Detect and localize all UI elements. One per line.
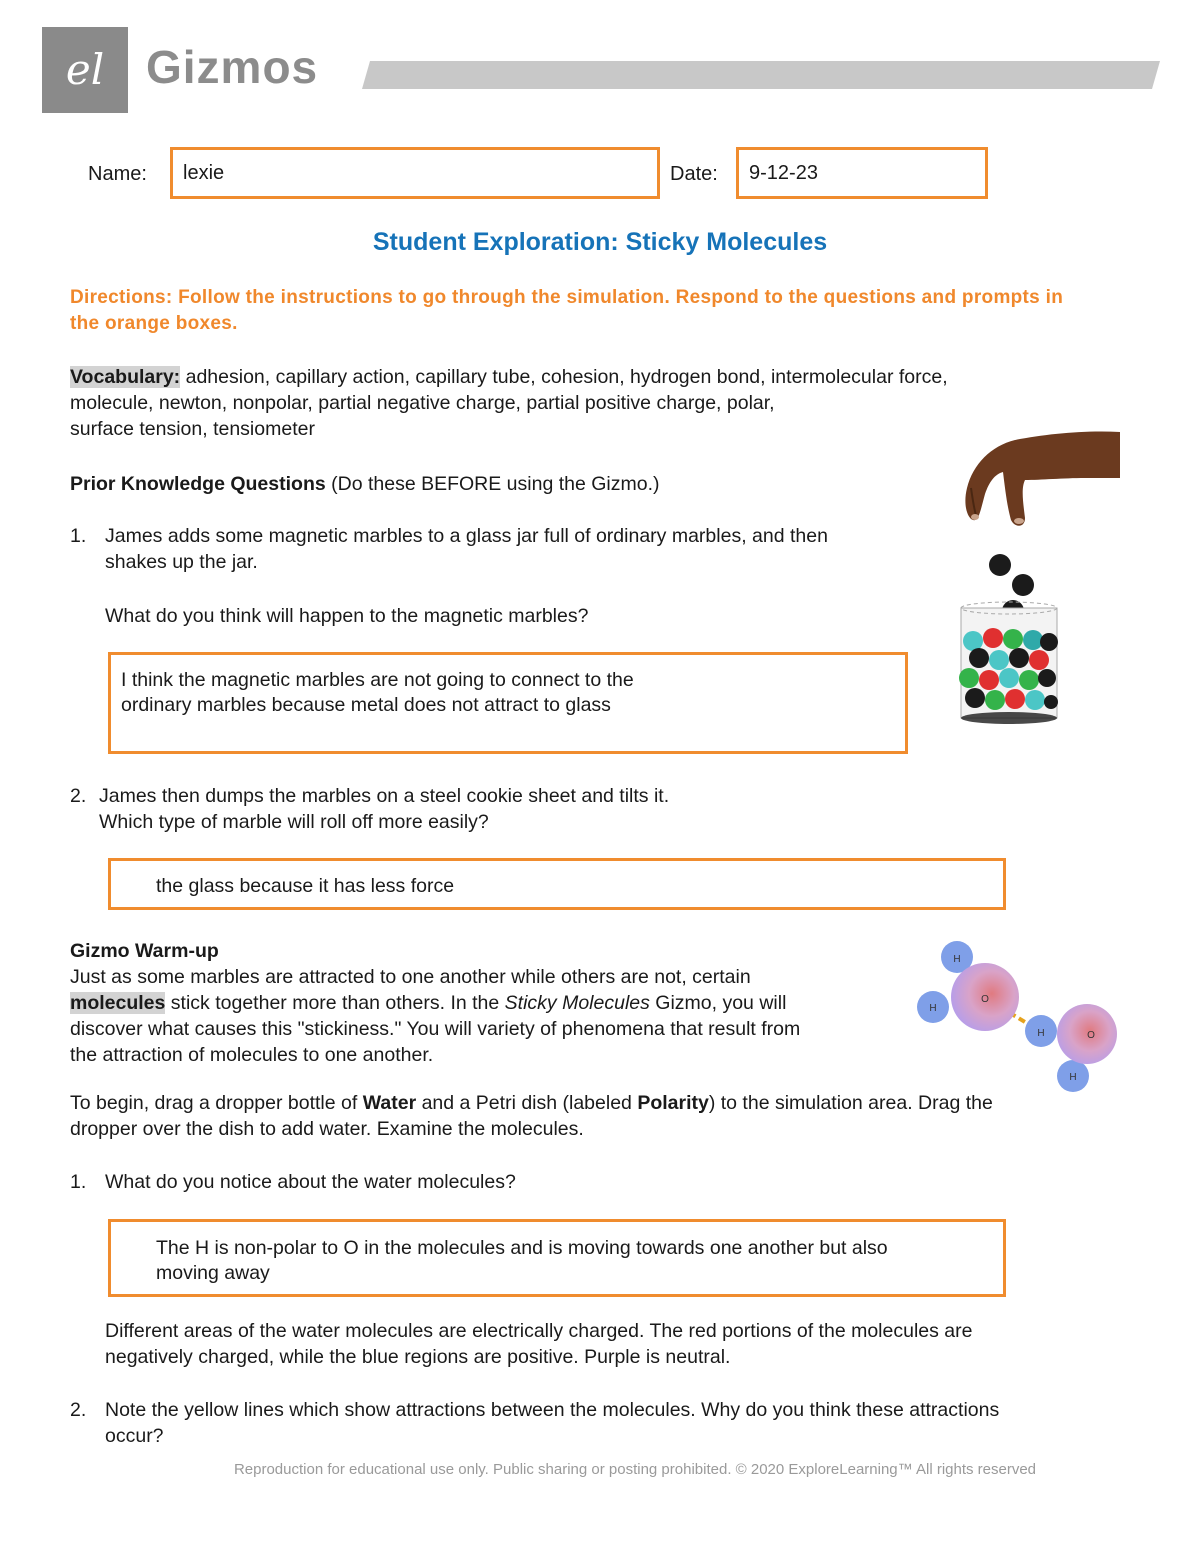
prior-q1-prompt: What do you think will happen to the magnetic marbles? bbox=[105, 605, 589, 627]
prior-q2-line-2: Which type of marble will roll off more easily? bbox=[99, 811, 489, 833]
prior-q2-line-1: James then dumps the marbles on a steel cookie sheet and tilts it. bbox=[99, 785, 670, 807]
warmup-line-3: discover what causes this "stickiness." You will variety of phenomena that result from bbox=[70, 1018, 801, 1040]
begin-water: Water bbox=[362, 1092, 417, 1114]
vocabulary-label: Vocabulary: bbox=[70, 366, 181, 388]
name-label: Name: bbox=[88, 163, 147, 185]
date-value: 9-12-23 bbox=[749, 161, 818, 184]
water-molecule-1 bbox=[917, 941, 1019, 1031]
begin-part-a: To begin, drag a dropper bottle of bbox=[70, 1092, 363, 1114]
logo-mark: el bbox=[65, 45, 105, 94]
begin-part-b: and a Petri dish (labeled bbox=[416, 1092, 638, 1114]
footer-copyright: Reproduction for educational use only. Public sharing or posting prohibited. © 2020 ExploreLearning™ All rights reserved bbox=[233, 1461, 1037, 1478]
prior-q2-number: 2. bbox=[70, 785, 87, 807]
prior-answer-2[interactable] bbox=[108, 858, 1006, 910]
warmup-line-2a: stick together more than others. In the bbox=[165, 992, 505, 1014]
prior-answer-1-line-2: ordinary marbles because metal does not attract to glass bbox=[121, 694, 611, 716]
name-value: lexie bbox=[183, 161, 225, 184]
o-label: O bbox=[1087, 1030, 1095, 1041]
warmup-q2-line-2: occur? bbox=[105, 1425, 164, 1447]
date-field[interactable] bbox=[736, 147, 988, 199]
prior-answer-2-text: the glass because it has less force bbox=[156, 875, 455, 897]
prior-q1-number: 1. bbox=[70, 525, 87, 547]
prior-answer-1-line-1: I think the magnetic marbles are not going to connect to the bbox=[121, 669, 634, 691]
warmup-line-4: the attraction of molecules to one another. bbox=[70, 1044, 434, 1066]
header-bar bbox=[362, 61, 1160, 89]
vocabulary-line-3: surface tension, tensiometer bbox=[70, 418, 315, 440]
explorelearning-logo bbox=[42, 27, 128, 113]
prior-q2-text bbox=[99, 783, 919, 835]
warmup-intro bbox=[70, 964, 910, 1068]
h-label: H bbox=[1037, 1028, 1045, 1039]
warmup-q2-line-1: Note the yellow lines which show attractions between the molecules. Why do you think these attractions bbox=[105, 1399, 1000, 1421]
prior-heading-text: Prior Knowledge Questions bbox=[70, 473, 326, 495]
warmup-q2-text bbox=[105, 1397, 1125, 1449]
vocabulary-line-2: molecule, newton, nonpolar, partial negative charge, partial positive charge, polar, bbox=[70, 392, 775, 414]
brand-name: Gizmos bbox=[146, 41, 319, 93]
water-molecules-illustration bbox=[905, 935, 1125, 1095]
date-label: Date: bbox=[670, 163, 718, 185]
charge-line-2: negatively charged, while the blue regions are positive. Purple is neutral. bbox=[105, 1346, 731, 1368]
prior-answer-1[interactable] bbox=[108, 652, 908, 754]
marble-jar-illustration bbox=[945, 428, 1125, 728]
prior-q1-line-2: shakes up the jar. bbox=[105, 551, 258, 573]
prior-heading-note: (Do these BEFORE using the Gizmo.) bbox=[325, 473, 660, 495]
jar-icon bbox=[959, 602, 1058, 724]
prior-knowledge-heading bbox=[70, 471, 660, 497]
warmup-heading: Gizmo Warm-up bbox=[70, 940, 219, 962]
warmup-answer-1[interactable] bbox=[108, 1219, 1006, 1297]
warmup-q2-number: 2. bbox=[70, 1399, 87, 1421]
water-molecule-2 bbox=[1025, 1004, 1117, 1092]
begin-polarity: Polarity bbox=[637, 1092, 709, 1114]
hand-icon bbox=[965, 431, 1120, 525]
o-label: O bbox=[981, 994, 989, 1005]
prior-q1-text bbox=[105, 523, 925, 575]
h-label: H bbox=[1069, 1072, 1077, 1083]
h-label: H bbox=[953, 954, 961, 965]
warmup-begin bbox=[70, 1090, 1120, 1142]
warmup-answer-1-line-2: moving away bbox=[156, 1262, 270, 1284]
name-field[interactable] bbox=[170, 147, 660, 199]
charge-explanation bbox=[105, 1318, 1115, 1370]
warmup-answer-1-line-1: The H is non-polar to O in the molecules and is moving towards one another but also bbox=[156, 1237, 888, 1259]
warmup-q1-number: 1. bbox=[70, 1171, 87, 1193]
vocabulary-line-1: adhesion, capillary action, capillary tube, cohesion, hydrogen bond, intermolecular force, bbox=[180, 366, 948, 388]
charge-line-1: Different areas of the water molecules are electrically charged. The red portions of the molecules are bbox=[105, 1320, 973, 1342]
begin-line-2: dropper over the dish to add water. Examine the molecules. bbox=[70, 1118, 584, 1140]
warmup-term-molecules: molecules bbox=[70, 992, 166, 1014]
vocabulary bbox=[70, 364, 1090, 442]
directions: Directions: Follow the instructions to go through the simulation. Respond to the questions and prompts in the orange boxes. bbox=[70, 287, 1064, 334]
warmup-gizmo-name: Sticky Molecules bbox=[504, 992, 650, 1014]
warmup-line-2b: Gizmo, you will bbox=[649, 992, 787, 1014]
prior-q1-line-1: James adds some magnetic marbles to a glass jar full of ordinary marbles, and then bbox=[105, 525, 828, 547]
page-title: Student Exploration: Sticky Molecules bbox=[372, 228, 828, 256]
warmup-line-1: Just as some marbles are attracted to one another while others are not, certain bbox=[70, 966, 751, 988]
h-label: H bbox=[929, 1003, 937, 1014]
warmup-q1-text: What do you notice about the water molecules? bbox=[105, 1171, 516, 1193]
begin-part-c: ) to the simulation area. Drag the bbox=[708, 1092, 993, 1114]
